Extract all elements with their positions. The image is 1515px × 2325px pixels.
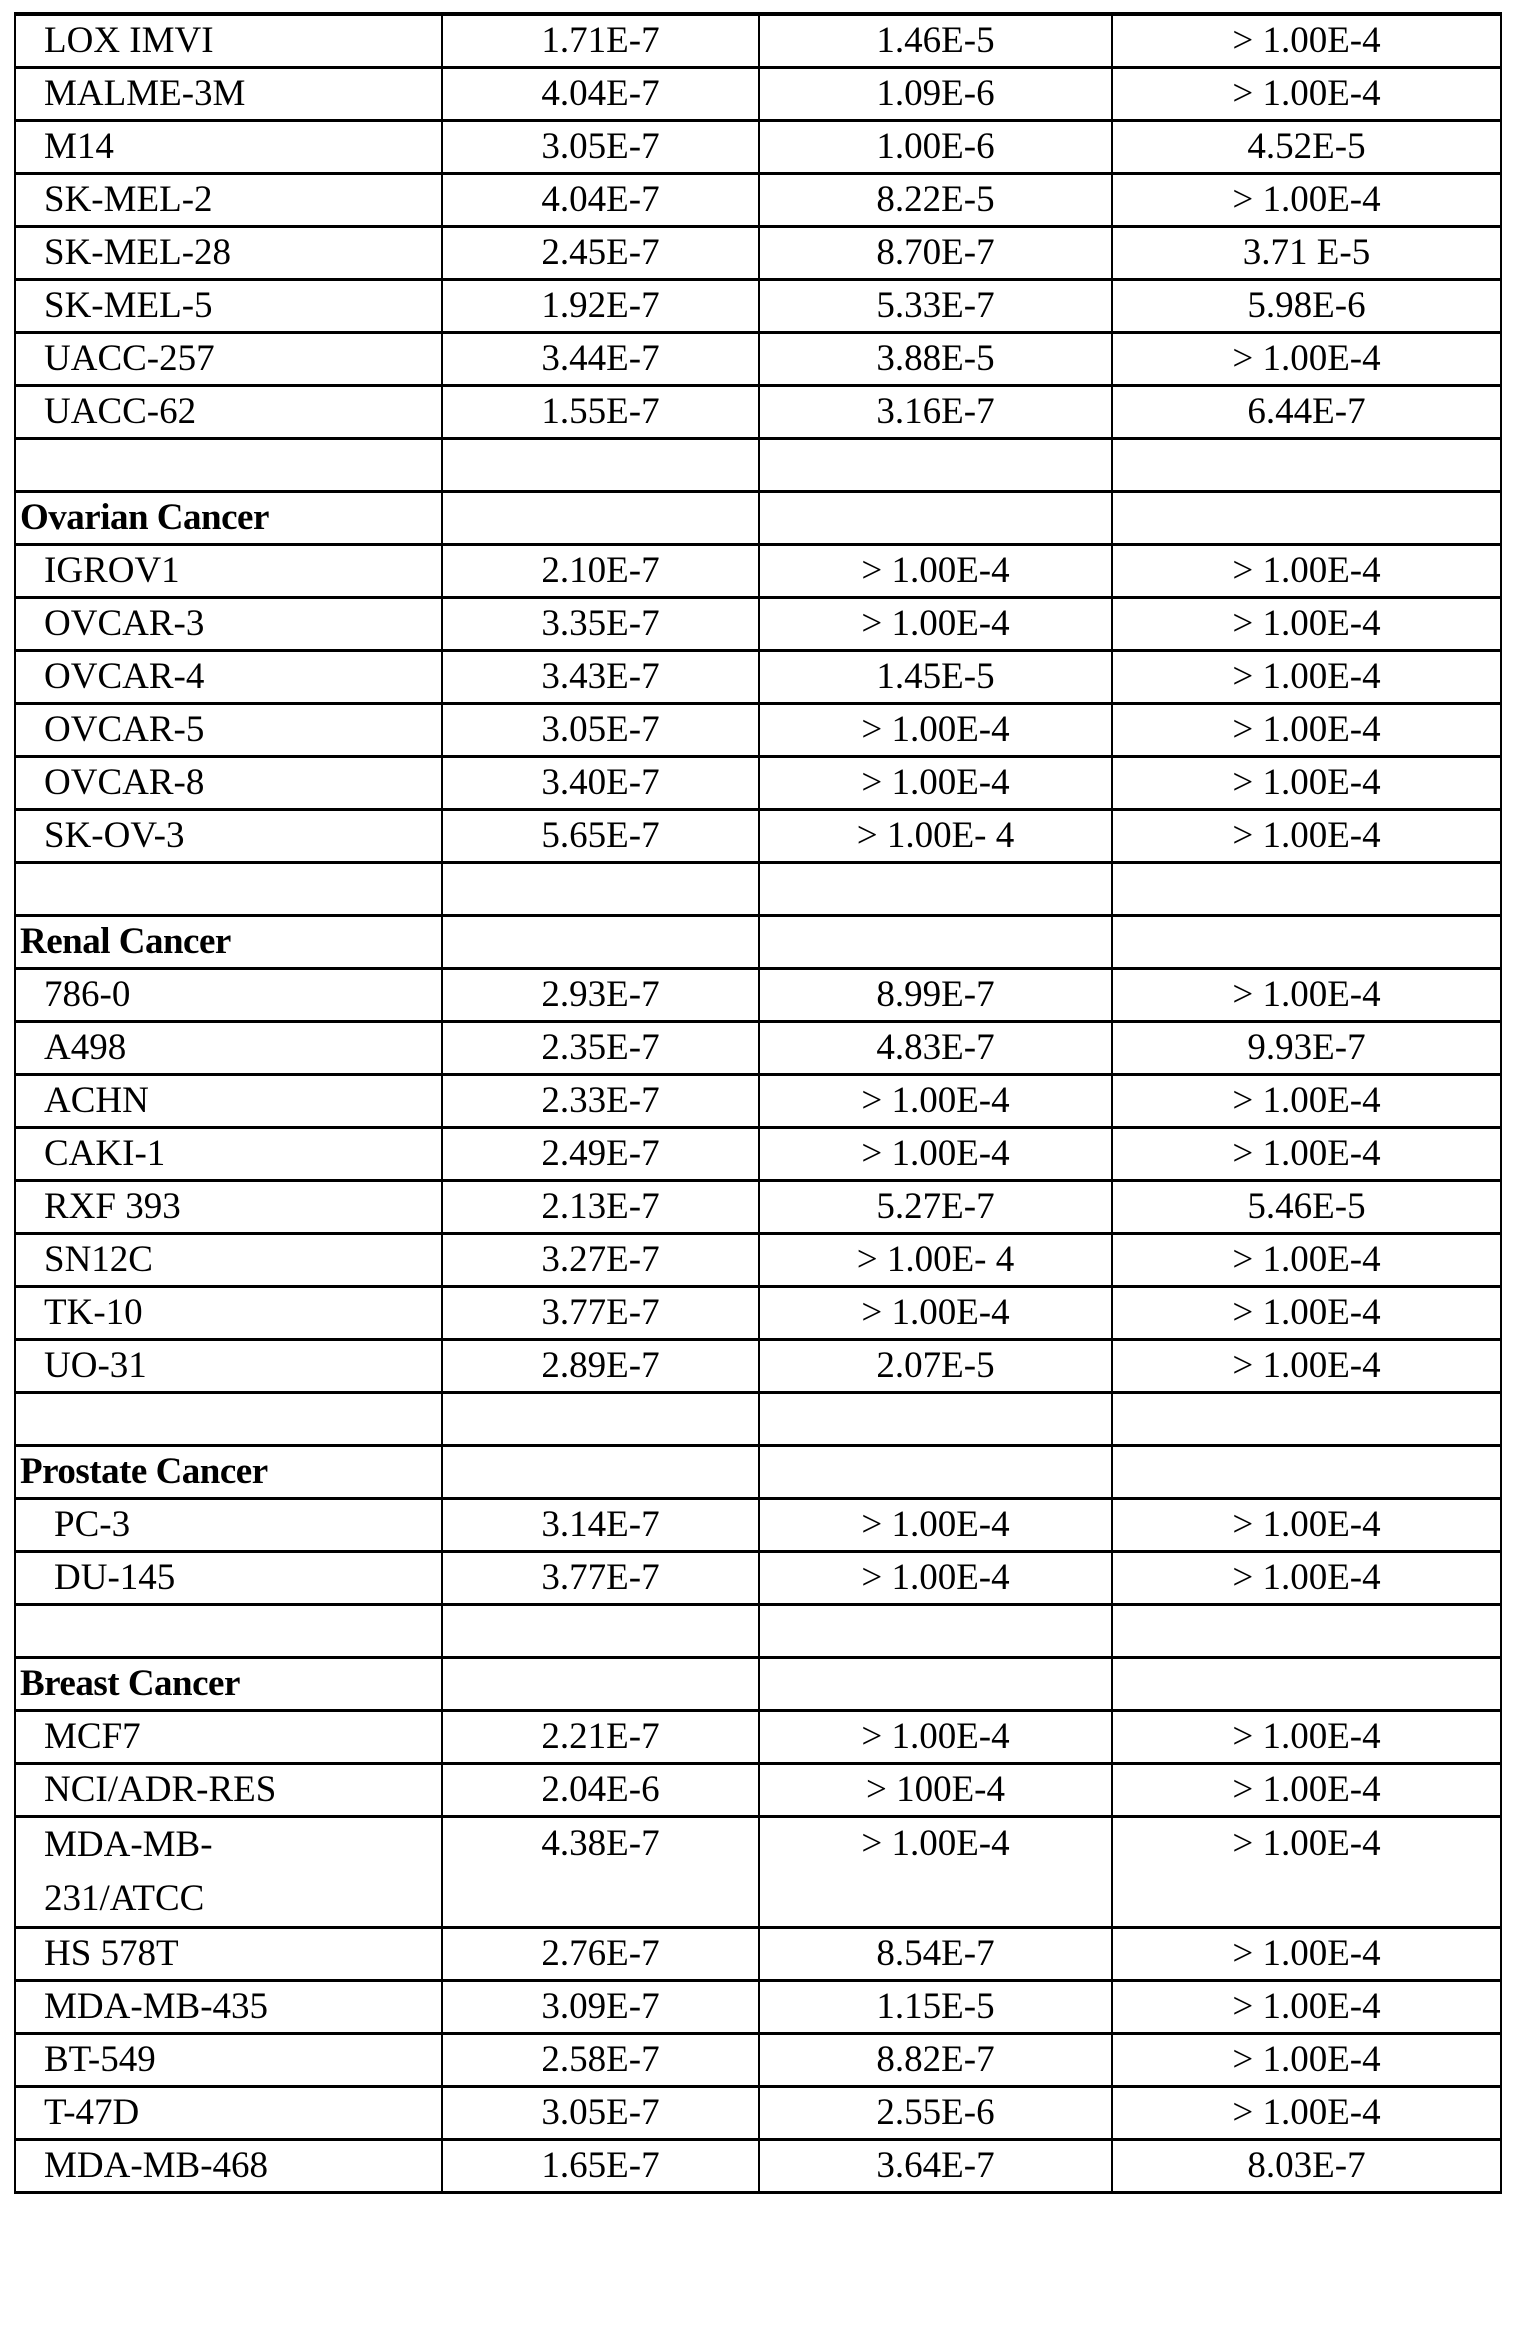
cell-line-name: UACC-62 [15,386,442,439]
cell-line-name: SK-MEL-2 [15,174,442,227]
cell-line-name: SN12C [15,1234,442,1287]
value-col-1: 3.09E-7 [442,1981,759,2034]
cell-line-name: HS 578T [15,1928,442,1981]
value-col-3: > 1.00E-4 [1112,14,1501,68]
cell-line-name: IGROV1 [15,545,442,598]
value-col-1: 3.05E-7 [442,2087,759,2140]
spacer-row [15,863,1501,916]
value-col-3: > 1.00E-4 [1112,1075,1501,1128]
value-col-1: 4.38E-7 [442,1817,759,1928]
value-col-1: 3.44E-7 [442,333,759,386]
value-col-1: 2.89E-7 [442,1340,759,1393]
empty-cell [442,492,759,545]
cell-line-name: LOX IMVI [15,14,442,68]
value-col-2: 8.22E-5 [759,174,1112,227]
empty-cell [442,863,759,916]
cell-line-name: UACC-257 [15,333,442,386]
value-col-1: 2.21E-7 [442,1711,759,1764]
table-row [15,545,1501,598]
table-row [15,1499,1501,1552]
value-col-2: > 1.00E-4 [759,1128,1112,1181]
empty-cell [1112,1393,1501,1446]
value-col-2: 8.99E-7 [759,969,1112,1022]
empty-cell [15,1393,442,1446]
cell-line-name: SK-MEL-28 [15,227,442,280]
value-col-1: 3.35E-7 [442,598,759,651]
value-col-2: 1.45E-5 [759,651,1112,704]
value-col-2: 1.15E-5 [759,1981,1112,2034]
empty-cell [759,916,1112,969]
table-row [15,1181,1501,1234]
value-col-1: 2.04E-6 [442,1764,759,1817]
empty-cell [759,439,1112,492]
value-col-3: > 1.00E-4 [1112,1340,1501,1393]
table-row [15,2140,1501,2193]
value-col-2: > 100E-4 [759,1764,1112,1817]
cell-line-name: OVCAR-8 [15,757,442,810]
value-col-3: > 1.00E-4 [1112,2034,1501,2087]
value-col-3: > 1.00E-4 [1112,68,1501,121]
section-heading-row [15,492,1501,545]
empty-cell [442,439,759,492]
cell-line-name: CAKI-1 [15,1128,442,1181]
value-col-3: 8.03E-7 [1112,2140,1501,2193]
table-row [15,2034,1501,2087]
section-heading: Renal Cancer [15,916,442,969]
value-col-1: 2.49E-7 [442,1128,759,1181]
value-col-1: 2.58E-7 [442,2034,759,2087]
empty-cell [15,439,442,492]
cell-line-name: PC-3 [15,1499,442,1552]
value-col-3: > 1.00E-4 [1112,1981,1501,2034]
value-col-1: 5.65E-7 [442,810,759,863]
value-col-3: > 1.00E-4 [1112,969,1501,1022]
section-heading: Prostate Cancer [15,1446,442,1499]
cell-line-name: RXF 393 [15,1181,442,1234]
value-col-2: > 1.00E-4 [759,598,1112,651]
value-col-2: 1.00E-6 [759,121,1112,174]
empty-cell [759,1446,1112,1499]
cell-line-name: ACHN [15,1075,442,1128]
empty-cell [759,1393,1112,1446]
value-col-2: 2.07E-5 [759,1340,1112,1393]
value-col-3: > 1.00E-4 [1112,333,1501,386]
table-row [15,174,1501,227]
value-col-3: 5.98E-6 [1112,280,1501,333]
value-col-1: 3.14E-7 [442,1499,759,1552]
empty-cell [442,1446,759,1499]
cell-line-name: BT-549 [15,2034,442,2087]
value-col-2: > 1.00E-4 [759,1711,1112,1764]
value-col-3: 5.46E-5 [1112,1181,1501,1234]
cell-line-name: T-47D [15,2087,442,2140]
cell-line-name: NCI/ADR-RES [15,1764,442,1817]
value-col-3: > 1.00E-4 [1112,1817,1501,1928]
empty-cell [759,1605,1112,1658]
cell-line-name: UO-31 [15,1340,442,1393]
cell-line-name: SK-OV-3 [15,810,442,863]
value-col-2: > 1.00E-4 [759,1552,1112,1605]
value-col-2: > 1.00E-4 [759,545,1112,598]
value-col-3: > 1.00E-4 [1112,757,1501,810]
table-row [15,810,1501,863]
cell-line-name: OVCAR-4 [15,651,442,704]
cell-line-name: MCF7 [15,1711,442,1764]
table-row [15,1340,1501,1393]
value-col-2: > 1.00E-4 [759,704,1112,757]
value-col-3: > 1.00E-4 [1112,1711,1501,1764]
value-col-2: 3.88E-5 [759,333,1112,386]
value-col-2: > 1.00E-4 [759,757,1112,810]
empty-cell [1112,439,1501,492]
table-row [15,280,1501,333]
cell-line-name: OVCAR-5 [15,704,442,757]
cell-line-name [15,1817,442,1928]
value-col-3: > 1.00E-4 [1112,2087,1501,2140]
empty-cell [1112,1658,1501,1711]
section-heading: Breast Cancer [15,1658,442,1711]
value-col-1: 2.35E-7 [442,1022,759,1075]
cell-line-name: 786-0 [15,969,442,1022]
cell-line-name: OVCAR-3 [15,598,442,651]
value-col-2: 3.64E-7 [759,2140,1112,2193]
value-col-2: > 1.00E-4 [759,1817,1112,1928]
table-row [15,1287,1501,1340]
empty-cell [15,1605,442,1658]
value-col-2: > 1.00E-4 [759,1075,1112,1128]
table-row [15,227,1501,280]
empty-cell [1112,492,1501,545]
value-col-2: 2.55E-6 [759,2087,1112,2140]
value-col-3: > 1.00E-4 [1112,545,1501,598]
table-row [15,1928,1501,1981]
cell-line-name: SK-MEL-5 [15,280,442,333]
value-col-1: 2.10E-7 [442,545,759,598]
spacer-row [15,439,1501,492]
empty-cell [1112,916,1501,969]
value-col-3: > 1.00E-4 [1112,1928,1501,1981]
cell-line-name-line-1: MDA-MB- [44,1824,213,1865]
cell-line-name: DU-145 [15,1552,442,1605]
empty-cell [442,1658,759,1711]
table-row [15,1075,1501,1128]
empty-cell [1112,1446,1501,1499]
value-col-2: 8.70E-7 [759,227,1112,280]
value-col-2: 1.09E-6 [759,68,1112,121]
value-col-1: 2.76E-7 [442,1928,759,1981]
section-heading-row [15,916,1501,969]
value-col-3: 6.44E-7 [1112,386,1501,439]
value-col-2: 8.54E-7 [759,1928,1112,1981]
table-row [15,1234,1501,1287]
table-row [15,68,1501,121]
empty-cell [759,1658,1112,1711]
empty-cell [1112,863,1501,916]
empty-cell [759,863,1112,916]
table-row [15,121,1501,174]
value-col-2: > 1.00E-4 [759,1287,1112,1340]
table-row [15,969,1501,1022]
cell-line-name: MDA-MB-468 [15,2140,442,2193]
value-col-1: 3.77E-7 [442,1287,759,1340]
cell-line-name-line-2: 231/ATCC [44,1878,205,1919]
empty-cell [442,1393,759,1446]
table-row [15,386,1501,439]
table-row [15,2087,1501,2140]
table-row [15,14,1501,68]
empty-cell [442,916,759,969]
cell-line-name: A498 [15,1022,442,1075]
table-row [15,333,1501,386]
table-row [15,651,1501,704]
value-col-1: 2.45E-7 [442,227,759,280]
value-col-3: > 1.00E-4 [1112,1234,1501,1287]
empty-cell [442,1605,759,1658]
value-col-1: 2.33E-7 [442,1075,759,1128]
value-col-1: 3.05E-7 [442,121,759,174]
value-col-1: 2.13E-7 [442,1181,759,1234]
table-row [15,598,1501,651]
value-col-3: > 1.00E-4 [1112,1499,1501,1552]
cell-line-name: M14 [15,121,442,174]
section-heading-row [15,1658,1501,1711]
value-col-3: > 1.00E-4 [1112,1287,1501,1340]
value-col-1: 2.93E-7 [442,969,759,1022]
table-row [15,1552,1501,1605]
value-col-1: 1.92E-7 [442,280,759,333]
value-col-2: 5.27E-7 [759,1181,1112,1234]
value-col-1: 1.55E-7 [442,386,759,439]
value-col-1: 3.77E-7 [442,1552,759,1605]
value-col-3: 3.71 E-5 [1112,227,1501,280]
cell-line-data-table [14,12,1502,2194]
value-col-1: 1.71E-7 [442,14,759,68]
value-col-1: 4.04E-7 [442,68,759,121]
value-col-3: > 1.00E-4 [1112,1764,1501,1817]
value-col-1: 3.43E-7 [442,651,759,704]
cell-line-name: MDA-MB-435 [15,1981,442,2034]
value-col-1: 3.40E-7 [442,757,759,810]
value-col-2: 8.82E-7 [759,2034,1112,2087]
value-col-3: > 1.00E-4 [1112,1128,1501,1181]
value-col-3: > 1.00E-4 [1112,1552,1501,1605]
table-row [15,1128,1501,1181]
value-col-2: 1.46E-5 [759,14,1112,68]
table-row [15,1764,1501,1817]
table-row [15,1022,1501,1075]
value-col-1: 1.65E-7 [442,2140,759,2193]
empty-cell [15,863,442,916]
value-col-3: > 1.00E-4 [1112,810,1501,863]
value-col-3: 9.93E-7 [1112,1022,1501,1075]
empty-cell [1112,1605,1501,1658]
spacer-row [15,1605,1501,1658]
table-row [15,1817,1501,1928]
value-col-1: 3.05E-7 [442,704,759,757]
table-row [15,757,1501,810]
value-col-1: 4.04E-7 [442,174,759,227]
table-row [15,1711,1501,1764]
value-col-2: > 1.00E-4 [759,1499,1112,1552]
value-col-2: > 1.00E- 4 [759,810,1112,863]
value-col-3: > 1.00E-4 [1112,651,1501,704]
value-col-1: 3.27E-7 [442,1234,759,1287]
value-col-3: > 1.00E-4 [1112,174,1501,227]
value-col-2: 3.16E-7 [759,386,1112,439]
spacer-row [15,1393,1501,1446]
table-row [15,1981,1501,2034]
value-col-2: > 1.00E- 4 [759,1234,1112,1287]
value-col-2: 4.83E-7 [759,1022,1112,1075]
table-row [15,704,1501,757]
value-col-2: 5.33E-7 [759,280,1112,333]
value-col-3: 4.52E-5 [1112,121,1501,174]
section-heading: Ovarian Cancer [15,492,442,545]
empty-cell [759,492,1112,545]
cell-line-name: TK-10 [15,1287,442,1340]
value-col-3: > 1.00E-4 [1112,598,1501,651]
value-col-3: > 1.00E-4 [1112,704,1501,757]
cell-line-name: MALME-3M [15,68,442,121]
section-heading-row [15,1446,1501,1499]
